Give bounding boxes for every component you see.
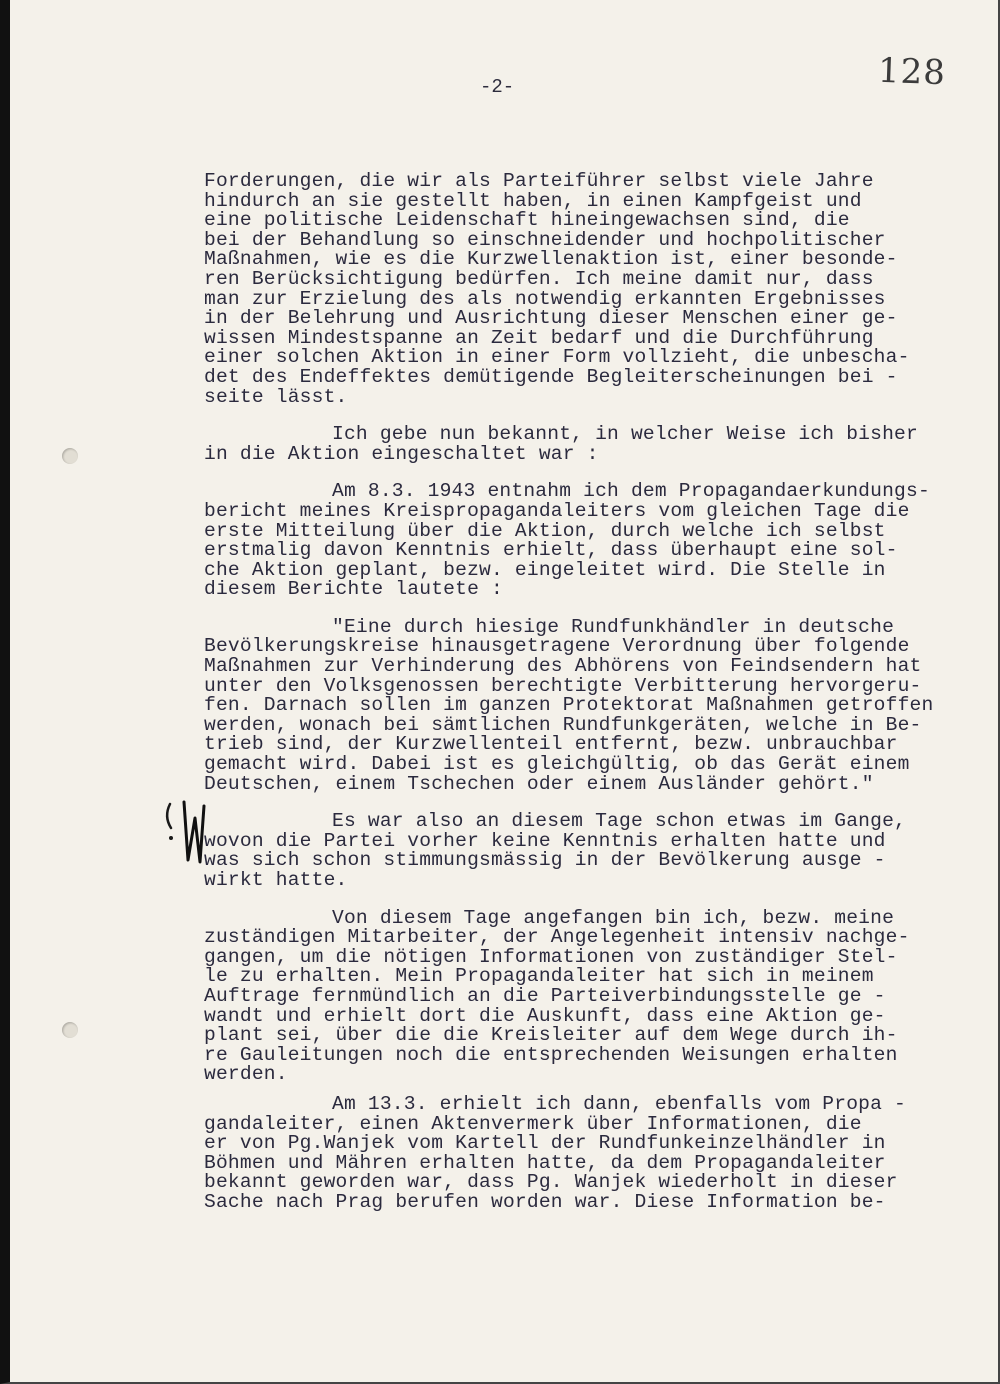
paragraph-2: Ich gebe nun bekannt, in welcher Weise ich bisher in die Aktion eingeschaltet war :	[204, 423, 918, 465]
paragraph-3: Am 8.3. 1943 entnahm ich dem Propagandaerkundungs- bericht meines Kreispropagandaleiters vom gleichen Tage die erste Mitteilung über die Aktion, durch welche ich selbst erstmalig davon Kenntnis erhielt, dass überhaupt eine sol- che Aktion geplant, bezw. eingeleitet wird. Die Stelle in diesem Berichte lautete :	[204, 480, 930, 601]
handwritten-margin-mark	[162, 798, 208, 868]
punch-hole-top	[62, 448, 78, 464]
letter-body	[204, 172, 944, 1231]
page-number: -2-	[480, 76, 515, 98]
paragraph-5: Es war also an diesem Tage schon etwas im Gange, wovon die Partei vorher keine Kenntnis erhalten hatte und was sich schon stimmungsmässig in der Bevölkerung ausge - wirkt hatte.	[204, 810, 906, 891]
punch-hole-bottom	[62, 1022, 78, 1038]
paragraph-6: Von diesem Tage angefangen bin ich, bezw. meine zuständigen Mitarbeiter, der Angelegenheit intensiv nachge- gangen, um die nötigen Informationen von zuständiger Stel- le zu erhalten. Mein Propagandaleiter hat sich in meinem Auftrage fernmündlich an die Parteiverbindungsstelle ge - wandt und erhielt dort die Auskunft, dass eine Aktion ge- plant sei, über die die Kreisleiter auf dem Wege durch ih- re Gauleitungen noch die entsprechenden Weisungen erhalten werden.	[204, 906, 910, 1086]
paragraph-1: Forderungen, die wir als Parteiführer selbst viele Jahre hindurch an sie gestellt haben, in einen Kampfgeist und eine politische Leidenschaft hineingewachsen sind, die bei der Behandlung so einschneidender und hochpolitischer Maßnahmen, wie es die Kurzwellenaktion ist, einer besonde- ren Berücksichtigung bedürfen. Ich meine damit nur, dass man zur Erzielung des als notwendig erkannten Ergebnisses in der Belehrung und Ausrichtung dieser Menschen einer ge- wissen Mindestspanne an Zeit bedarf und die Durchführung einer solchen Aktion in einer Form vollzieht, die unbescha- det des Endeffektes demütigende Begleiterscheinungen bei - seite lässt.	[204, 170, 910, 408]
folio-stamp: 128	[877, 50, 947, 94]
paragraph-7: Am 13.3. erhielt ich dann, ebenfalls vom Propa - gandaleiter, einen Aktenvermerk über Informationen, die er von Pg.Wanjek vom Kartell der Rundfunkeinzelhändler in Böhmen und Mähren erhalten hatte, da dem Propagandaleiter bekannt geworden war, dass Pg. Wanjek wiederholt in dieser Sache nach Prag berufen worden war. Diese Information be-	[204, 1092, 906, 1213]
quoted-report: "Eine durch hiesige Rundfunkhändler in deutsche Bevölkerungskreise hinausgetragene Verordnung über folgende Maßnahmen zur Verhinderung des Abhörens von Feindsendern hat unter den Volksgenossen berechtigte Verbitterung hervorgeru- fen. Darnach sollen im ganzen Protektorat Maßnahmen getroffen werden, wonach bei sämtlichen Rundfunkgeräten, welche in Be- trieb sind, der Kurzwellenteil entfernt, bezw. unbrauchbar gemacht wird. Dabei ist es gleichgültig, ob das Gerät einem Deutschen, einem Tschechen oder einem Ausländer gehört."	[204, 615, 934, 795]
